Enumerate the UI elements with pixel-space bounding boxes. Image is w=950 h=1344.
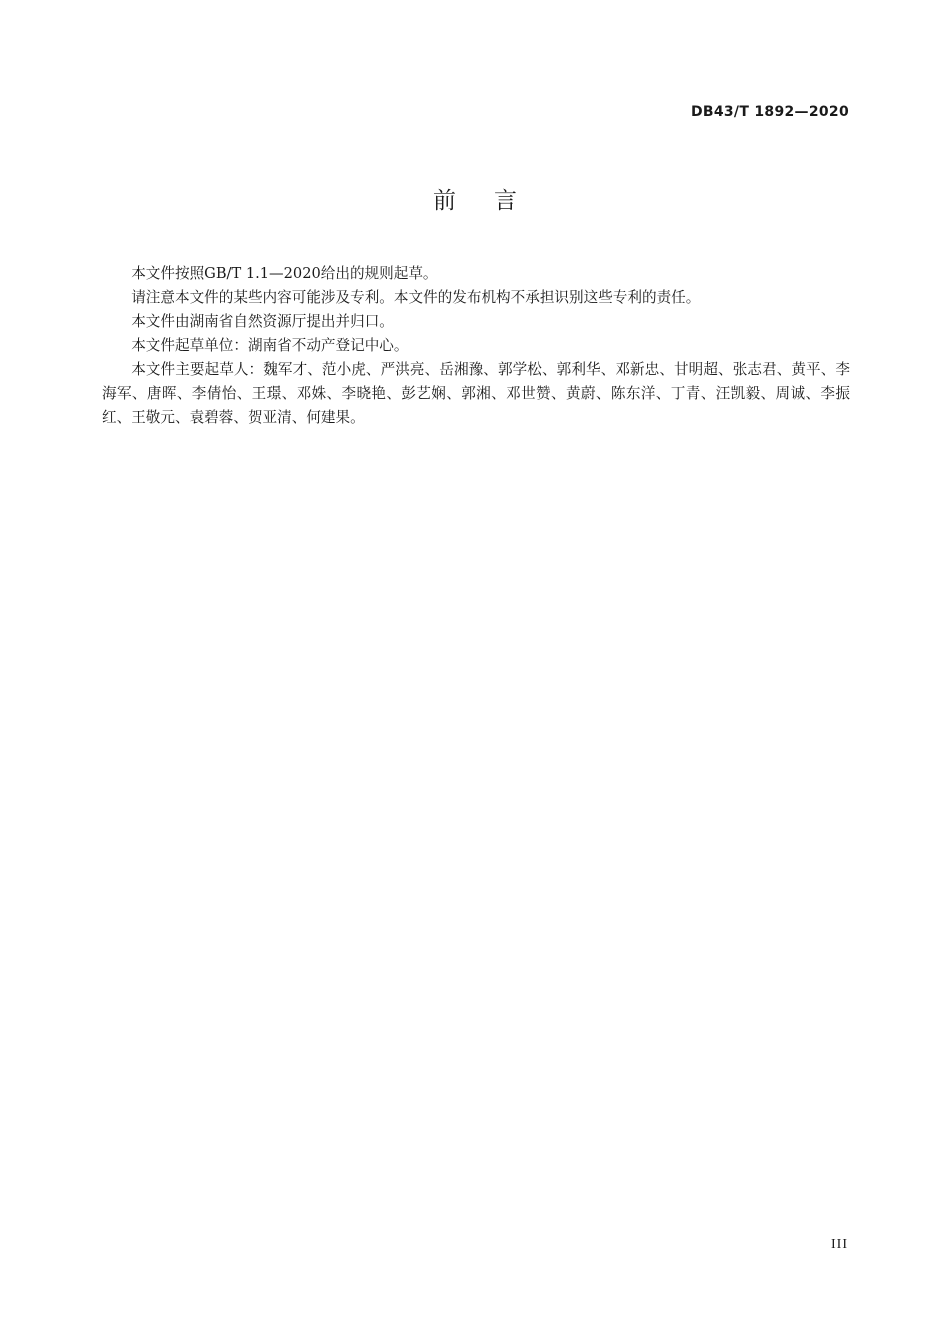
paragraph-patent-notice: 请注意本文件的某些内容可能涉及专利。本文件的发布机构不承担识别这些专利的责任。 xyxy=(131,289,701,306)
paragraph-drafters: 本文件主要起草人：魏军才、范小虎、严洪亮、岳湘豫、郭学松、郭利华、邓新忠、甘明超、张志君、黄平、李海军、唐晖、李倩怡、王璟、邓姝、李晓艳、彭艺娴、郭湘、邓世赞、黄蔚、陈东洋、丁青、汪凯毅、周诚、李振红、王敬元、袁碧蓉、贺亚清、何建果。 xyxy=(102,361,850,426)
paragraph-drafting-rules: 本文件按照GB/T 1.1—2020给出的规则起草。 xyxy=(131,265,438,282)
standard-code: DB43/T 1892—2020 xyxy=(690,104,849,120)
section-title: 前言 xyxy=(433,188,555,214)
paragraph-proposer: 本文件由湖南省自然资源厅提出并归口。 xyxy=(131,313,394,330)
page-number: III xyxy=(831,1237,848,1252)
paragraph-drafting-unit: 本文件起草单位：湖南省不动产登记中心。 xyxy=(131,337,409,354)
foreword-content xyxy=(102,262,850,430)
